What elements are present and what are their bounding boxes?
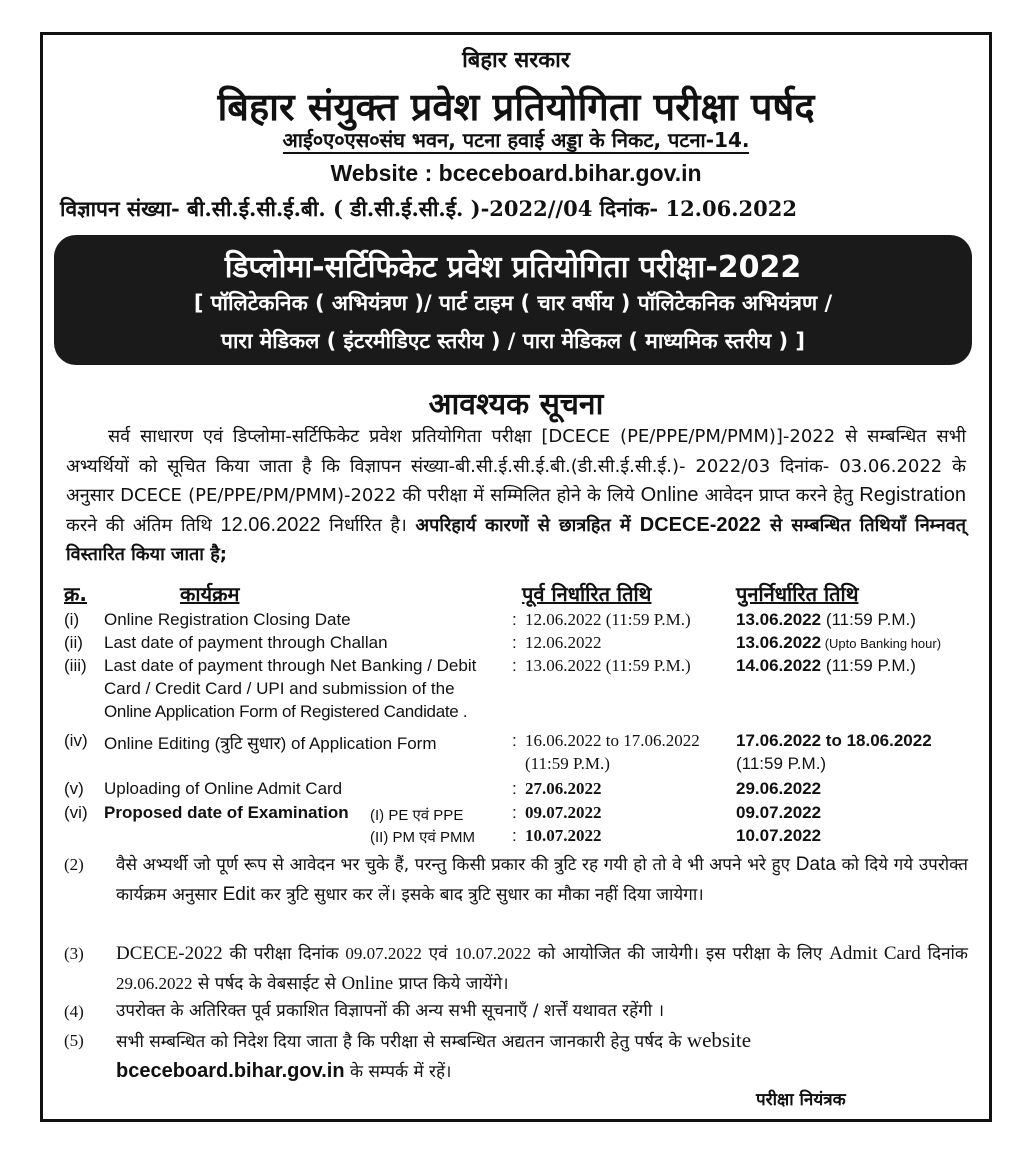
row-programme: Uploading of Online Admit Card (104, 779, 343, 798)
row-subitem-pe: (I) PE एवं PPE (370, 807, 464, 824)
col-header-new-date: पुनर्निर्धारित तिथि (736, 582, 859, 606)
website-line: Website : bceceboard.bihar.gov.in (330, 160, 702, 186)
row-colon: : (512, 633, 517, 652)
row-old-time: (11:59 P.M.) (525, 754, 610, 773)
advertisement-number: विज्ञापन संख्या- बी.सी.ई.सी.ई.बी. ( डी.सी.ई.सी.ई. )-2022//04 दिनांक- 12.06.2022 (60, 196, 797, 221)
row-no: (iv) (64, 731, 88, 750)
row-no: (iii) (64, 656, 87, 675)
col-header-programme: कार्यक्रम (180, 582, 240, 606)
board-name: बिहार संयुक्त प्रवेश प्रतियोगिता परीक्षा पर्षद (217, 85, 815, 129)
row-programme: Last date of payment through Challan (104, 633, 388, 652)
row-new-date: 17.06.2022 to 18.06.2022 (736, 731, 932, 750)
notice-paragraph: सर्व साधारण एवं डिप्लोमा-सर्टिफिकेट प्रवेश प्रतियोगिता परीक्षा [DCECE (PE/PPE/PM/PMM)]-2022 से सम्बन्धित सभी अभ्यर्थियों को सूचित किया जाता है कि विज्ञापन संख्या-बी.सी.ई.सी.ई.बी.(डी.सी.ई.सी.ई.)- 2022/03 दिनांक- 03.06.2022 के अनुसार DCECE (PE/PPE/PM/PMM)-2022 की परीक्षा में सम्मिलित होने के लिये Online आवेदन प्राप्त करने हेतु Registration करने की अंतिम तिथि 12.06.2022 निर्धारित है। अपरिहार्य कारणों से छात्रहित में DCECE-2022 से सम्बन्धित तिथियाँ निम्नवत् विस्तारित किया जाता है; (66, 426, 967, 566)
row-new-date: 10.07.2022 (736, 826, 822, 845)
row-no: (ii) (64, 633, 83, 652)
row-programme-line1: Last date of payment through Net Banking / Debit (104, 656, 477, 675)
row-colon: : (512, 826, 517, 845)
row-colon: : (512, 803, 517, 822)
row-no: (i) (64, 610, 80, 629)
row-programme-line3: Online Application Form of Registered Candidate . (104, 702, 468, 721)
row-programme: Online Editing (त्रुटि सुधार) of Application Form (104, 734, 437, 753)
row-new-date: 13.06.2022 (11:59 P.M.) (736, 610, 916, 629)
row-colon: : (512, 731, 517, 750)
row-new-time: (11:59 P.M.) (736, 754, 827, 773)
exam-title-banner (54, 235, 972, 365)
row-new-date: 14.06.2022 (11:59 P.M.) (736, 656, 916, 675)
row-new-date: 09.07.2022 (736, 803, 822, 822)
row-colon: : (512, 779, 517, 798)
row-old-date: 16.06.2022 to 17.06.2022 (525, 731, 700, 750)
row-old-date: 12.06.2022 (11:59 P.M.) (525, 610, 691, 629)
row-new-date: 13.06.2022 (Upto Banking hour) (736, 633, 942, 652)
row-subitem-pm: (II) PM एवं PMM (370, 829, 475, 846)
row-colon: : (512, 656, 517, 675)
row-old-date: 27.06.2022 (525, 779, 602, 798)
banner-title: डिप्लोमा-सर्टिफिकेट प्रवेश प्रतियोगिता परीक्षा-2022 (224, 250, 802, 285)
banner-subtitle-1: [ पॉलिटेकनिक ( अभियंत्रण )/ पार्ट टाइम ( चार वर्षीय ) पॉलिटेकनिक अभियंत्रण / (193, 291, 833, 315)
notice-heading: आवश्यक सूचना (428, 387, 604, 422)
row-colon: : (512, 610, 517, 629)
row-new-date: 29.06.2022 (736, 779, 822, 798)
row-no: (v) (64, 779, 84, 798)
row-no: (vi) (64, 803, 88, 822)
row-programme-line2: Card / Credit Card / UPI and submission of the (104, 679, 455, 698)
row-programme: Online Registration Closing Date (104, 610, 351, 629)
government-heading: बिहार सरकार (462, 48, 570, 73)
row-old-date: 12.06.2022 (525, 633, 602, 652)
banner-subtitle-2: पारा मेडिकल ( इंटरमीडिएट स्तरीय ) / पारा मेडिकल ( माध्यमिक स्तरीय ) ] (221, 329, 805, 353)
row-old-date: 09.07.2022 (525, 803, 602, 822)
row-old-date: 10.07.2022 (525, 826, 602, 845)
row-programme: Proposed date of Examination (104, 803, 349, 822)
signatory: परीक्षा नियंत्रक (756, 1090, 846, 1110)
col-header-no: क्र. (64, 582, 87, 606)
row-old-date: 13.06.2022 (11:59 P.M.) (525, 656, 691, 675)
board-address: आई०ए०एस०संघ भवन, पटना हवाई अड्डा के निकट, पटना-14. (282, 128, 750, 152)
col-header-old-date: पूर्व निर्धारित तिथि (522, 582, 652, 606)
